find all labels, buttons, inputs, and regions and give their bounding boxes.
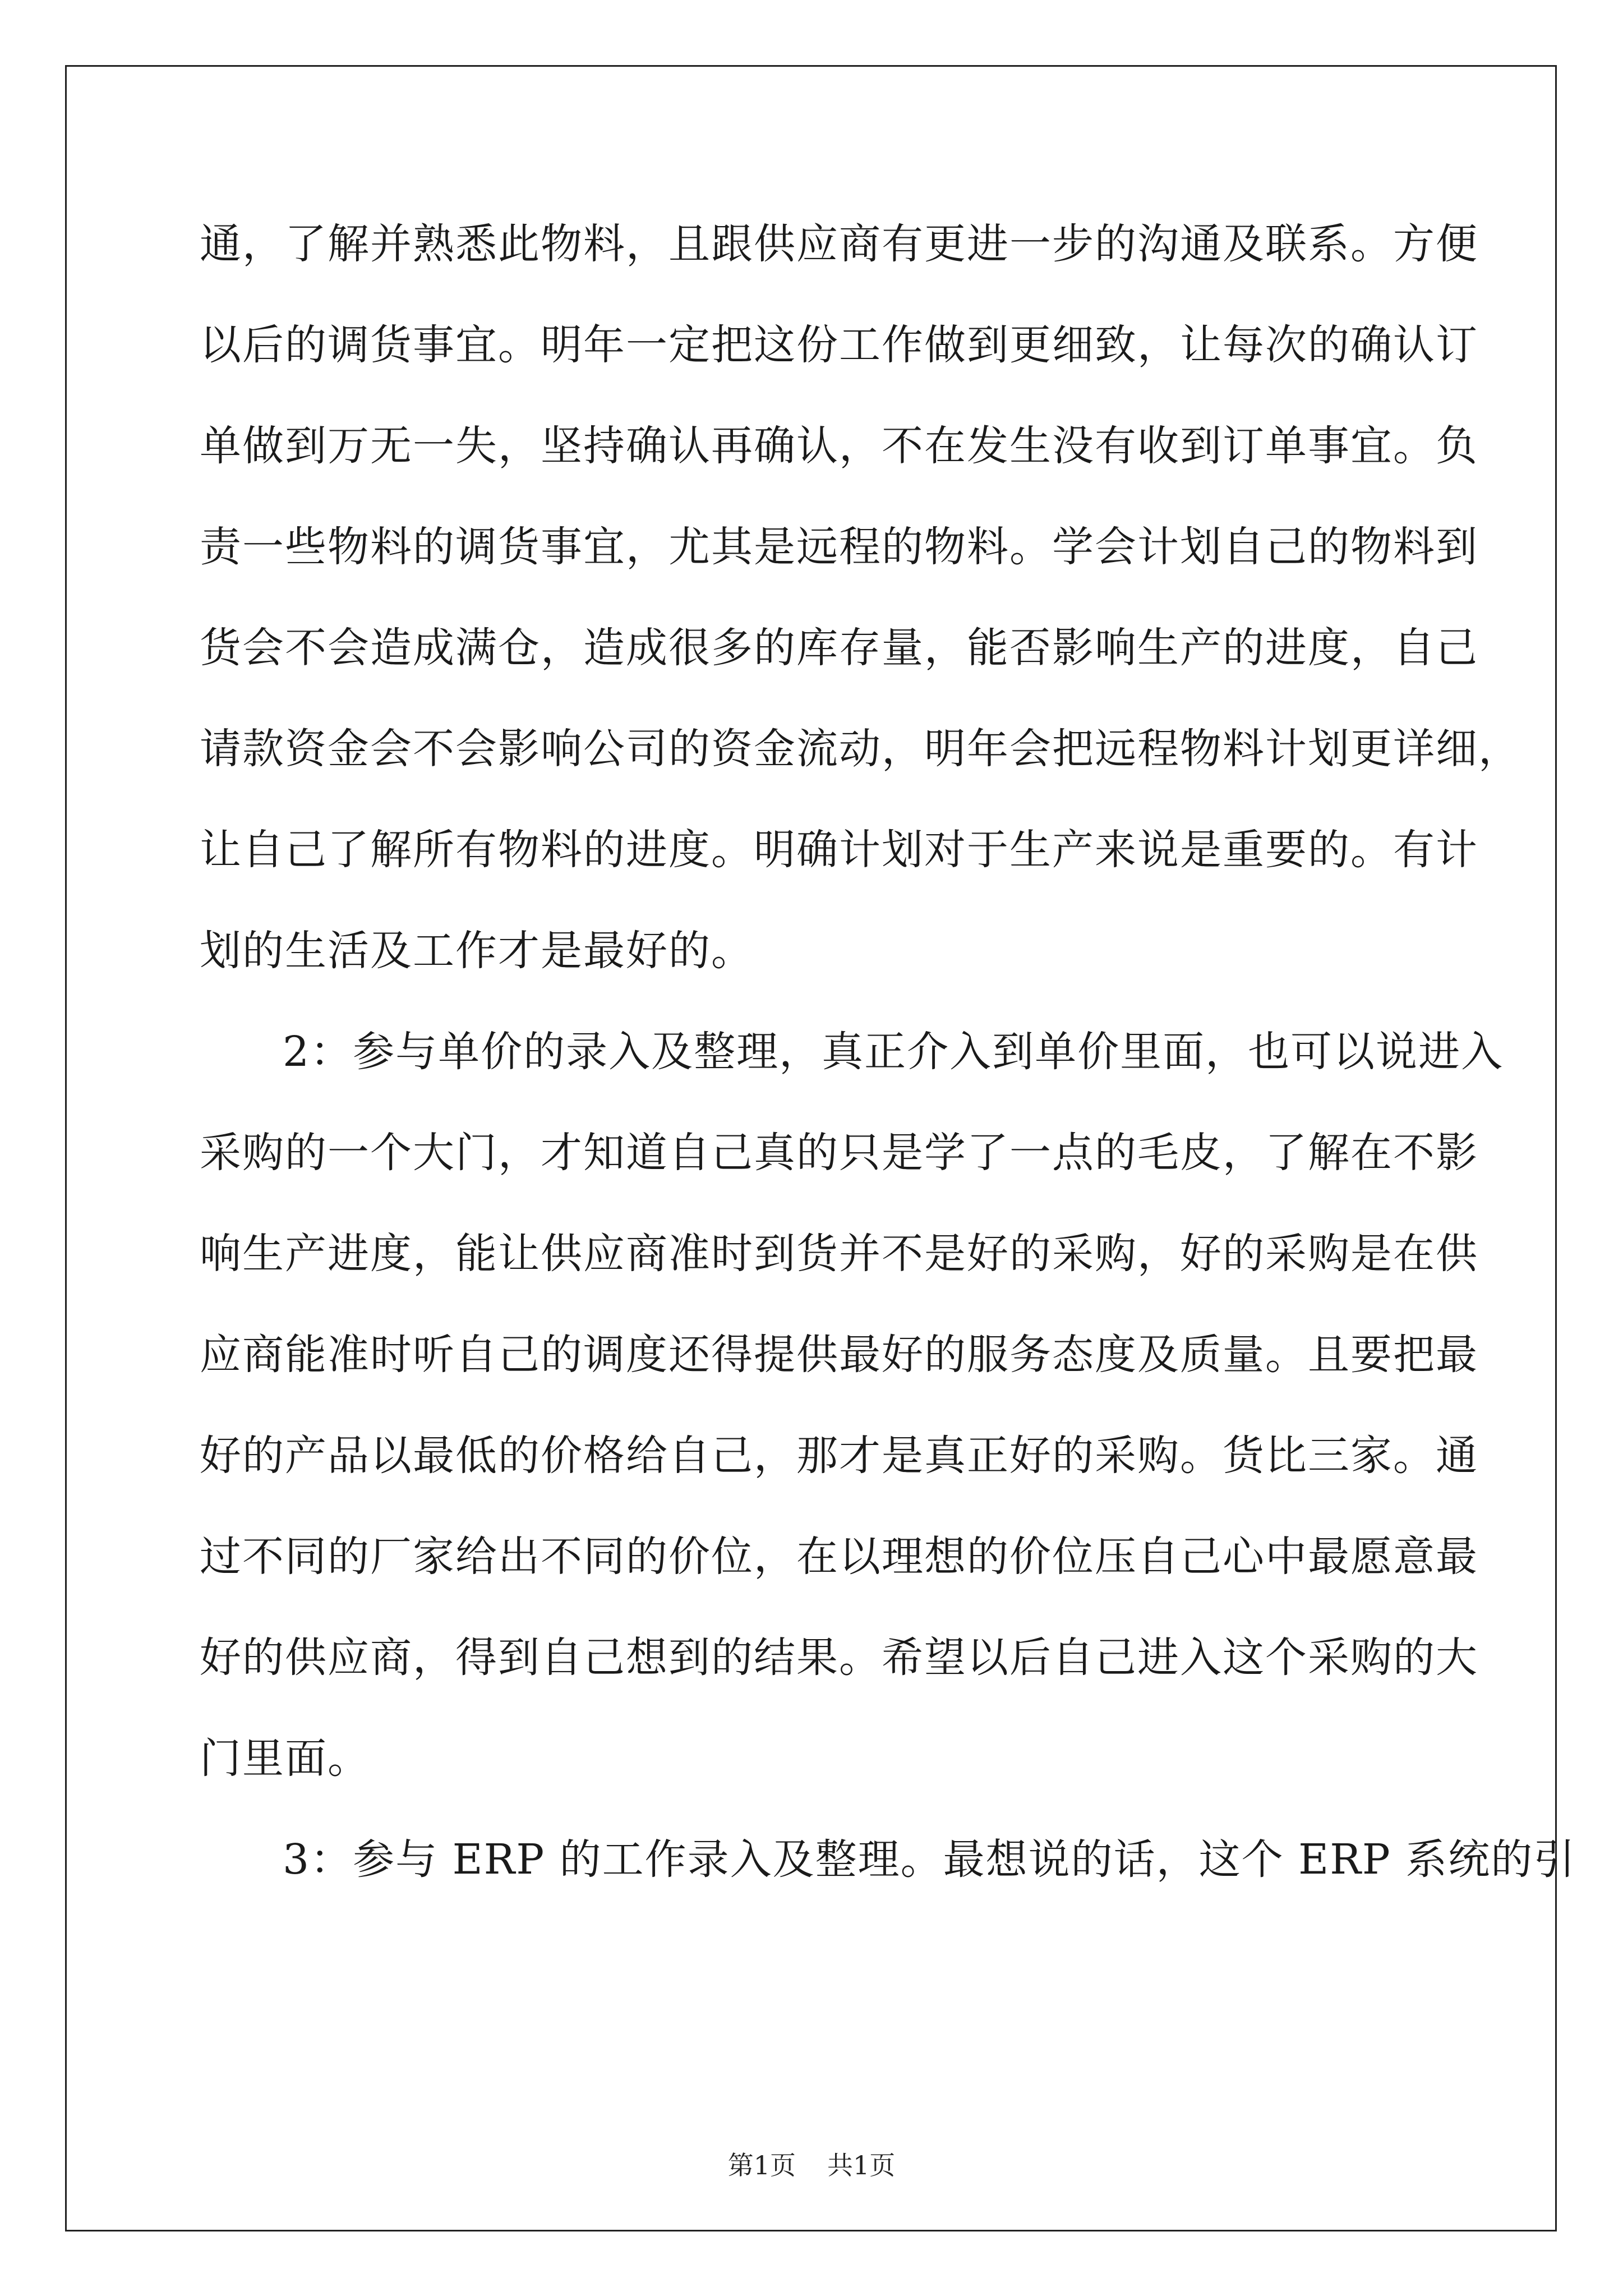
page-number: 第1页 [727, 2150, 796, 2180]
text-line: 以后的调货事宜。明年一定把这份工作做到更细致，让每次的确认订 [200, 321, 1478, 369]
text-line: 让自己了解所有物料的进度。明确计划对于生产来说是重要的。有计 [200, 826, 1478, 874]
text-line: 采购的一个大门，才知道自己真的只是学了一点的毛皮，了解在不影 [200, 1129, 1478, 1177]
text-line: 通，了解并熟悉此物料，且跟供应商有更进一步的沟通及联系。方便 [200, 220, 1478, 268]
text-line: 应商能准时听自己的调度还得提供最好的服务态度及质量。且要把最 [200, 1331, 1478, 1379]
text-line: 货会不会造成满仓，造成很多的库存量，能否影响生产的进度，自己 [200, 624, 1478, 672]
text-line: 划的生活及工作才是最好的。 [200, 927, 754, 975]
text-line: 响生产进度，能让供应商准时到货并不是好的采购，好的采购是在供 [200, 1230, 1478, 1278]
page-total: 共1页 [827, 2150, 896, 2180]
text-line: 好的产品以最低的价格给自己，那才是真正好的采购。货比三家。通 [200, 1432, 1478, 1480]
text-line: 好的供应商，得到自己想到的结果。希望以后自己进入这个采购的大 [200, 1634, 1478, 1682]
paragraph-start-line: 3：参与 ERP 的工作录入及整理。最想说的话，这个 ERP 系统的引 [283, 1835, 1576, 1884]
page-footer [0, 2148, 1623, 2182]
document-body [200, 219, 1576, 1935]
text-line: 责一些物料的调货事宜，尤其是远程的物料。学会计划自己的物料到 [200, 523, 1478, 571]
paragraph-start-line: 2：参与单价的录入及整理，真正介入到单价里面，也可以说进入 [283, 1028, 1504, 1076]
text-line: 单做到万无一失，坚持确认再确认，不在发生没有收到订单事宜。负 [200, 422, 1478, 470]
text-line: 门里面。 [200, 1734, 370, 1783]
text-line: 过不同的厂家给出不同的价位，在以理想的价位压自己心中最愿意最 [200, 1533, 1478, 1581]
text-line: 请款资金会不会影响公司的资金流动，明年会把远程物料计划更详细， [200, 725, 1521, 773]
